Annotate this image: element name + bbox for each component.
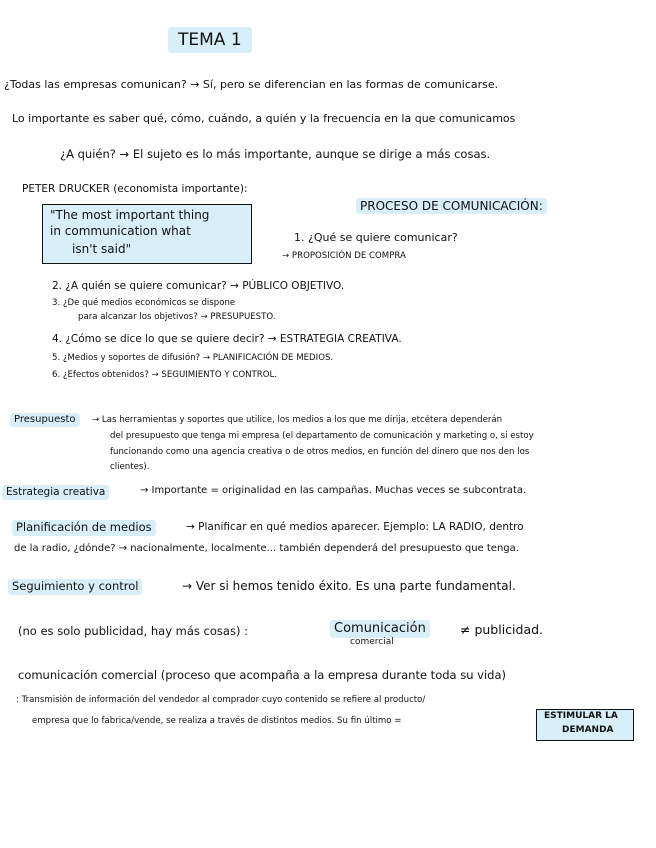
estimular-box-line: DEMANDA [562, 725, 614, 735]
line-lo-importante: Lo importante es saber qué, cómo, cuándo, a quién y la frecuencia en la que comunicamos [12, 112, 516, 125]
proceso-item: → PROPOSICIÓN DE COMPRA [282, 251, 406, 261]
proceso-item: 1. ¿Qué se quiere comunicar? [294, 231, 458, 244]
proceso-title: PROCESO DE COMUNICACIÓN: [356, 198, 547, 214]
comunicacion-comercial-line: empresa que lo fabrica/vende, se realiza a través de distintos medios. Su fin último = [32, 716, 402, 726]
presupuesto-label: Presupuesto [10, 413, 80, 427]
quote-line: in communication what [50, 224, 191, 238]
proceso-item: 6. ¿Efectos obtenidos? → SEGUIMIENTO Y CONTROL. [52, 370, 278, 380]
comunicacion-comercial-heading: comunicación comercial (proceso que acompaña a la empresa durante toda su vida) [18, 668, 507, 682]
line-empresas-comunican: ¿Todas las empresas comunican? → Sí, pero se diferencian en las formas de comunicarse. [4, 78, 499, 91]
planificacion-line: de la radio, ¿dónde? → nacionalmente, localmente... también dependerá del presupuesto que tenga. [14, 543, 519, 554]
estimular-box-line: ESTIMULAR LA [544, 711, 618, 721]
estrategia-label: Estrategia creativa [2, 485, 109, 500]
seguimiento-text: → Ver si hemos tenido éxito. Es una parte fundamental. [182, 579, 516, 593]
proceso-item: para alcanzar los objetivos? → PRESUPUESTO. [78, 312, 276, 322]
estrategia-text: → Importante = originalidad en las campañas. Muchas veces se subcontrata. [140, 485, 527, 496]
presupuesto-line: clientes). [110, 462, 150, 472]
comercial-word: comercial [350, 637, 394, 647]
line-a-quien: ¿A quién? → El sujeto es lo más importante, aunque se dirige a más cosas. [60, 147, 491, 161]
quote-line: isn't said" [72, 242, 132, 256]
proceso-item: 5. ¿Medios y soportes de difusión? → PLANIFICACIÓN DE MEDIOS. [52, 353, 334, 363]
presupuesto-line: funcionando como una agencia creativa o de otros medios, en función del dinero que nos den los [110, 447, 530, 457]
proceso-item: 2. ¿A quién se quiere comunicar? → PÚBLICO OBJETIVO. [52, 280, 345, 292]
planificacion-line: → Planificar en qué medios aparecer. Ejemplo: LA RADIO, dentro [186, 521, 524, 533]
proceso-item: 4. ¿Cómo se dice lo que se quiere decir? → ESTRATEGIA CREATIVA. [52, 333, 402, 345]
planificacion-label: Planificación de medios [12, 520, 156, 536]
drucker-heading: PETER DRUCKER (economista importante): [22, 183, 248, 195]
comunicacion-comercial-line: : Transmisión de información del vendedor al comprador cuyo contenido se refiere al producto/ [16, 695, 426, 705]
presupuesto-line: → Las herramientas y soportes que utilice, los medios a los que me dirija, etcétera dependerán [92, 415, 503, 425]
seguimiento-label: Seguimiento y control [8, 579, 142, 595]
page-title: TEMA 1 [168, 27, 252, 53]
comparacion-left: (no es solo publicidad, hay más cosas) : [18, 624, 248, 638]
comparacion-right: ≠ publicidad. [460, 622, 544, 637]
quote-line: "The most important thing [50, 208, 210, 222]
presupuesto-line: del presupuesto que tenga mi empresa (el departamento de comunicación y marketing o, si estoy [110, 431, 534, 441]
comunicacion-word: Comunicación [330, 620, 430, 638]
proceso-item: 3. ¿De qué medios económicos se dispone [52, 298, 236, 308]
